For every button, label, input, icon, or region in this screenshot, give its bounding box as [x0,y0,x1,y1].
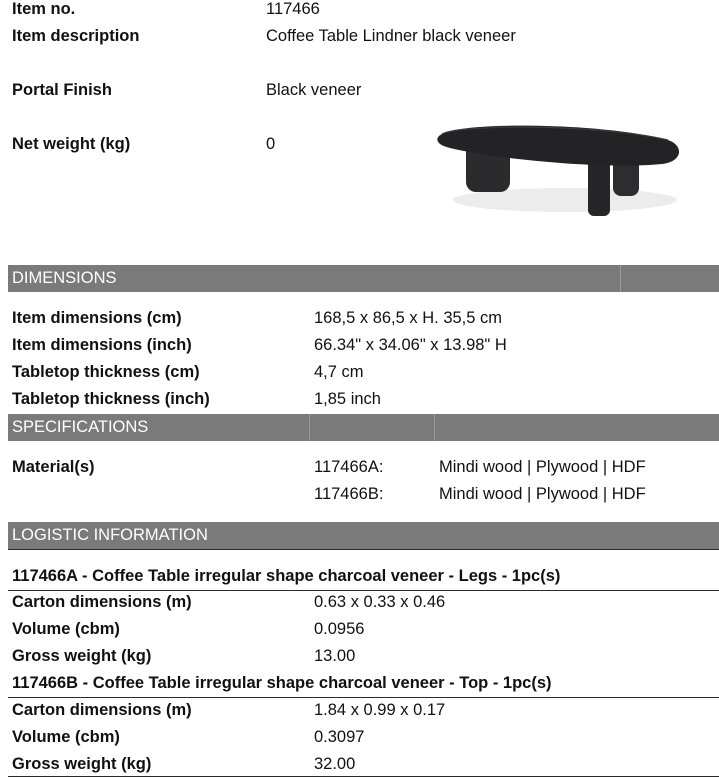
logistic-part-heading-row [0,563,719,590]
logistic-row [0,724,719,751]
dimension-row [0,386,719,413]
material-code: 117466A: [314,458,384,476]
logistic-label: Volume (cbm) [12,620,120,638]
logistic-value: 0.3097 [314,728,365,746]
logistic-row [0,751,719,778]
product-image [430,118,690,228]
logistic-value: 1.84 x 0.99 x 0.17 [314,701,446,719]
divider [8,776,719,777]
material-code: 117466B: [314,485,384,503]
item-description-row [0,23,719,50]
net-weight-label: Net weight (kg) [12,135,131,153]
dimension-row [0,332,719,359]
logistic-label: Volume (cbm) [12,728,120,746]
material-label: Material(s) [12,458,95,476]
item-no-value: 117466 [266,0,320,18]
logistic-section-header [8,522,719,549]
dimensions-title: DIMENSIONS [12,269,117,287]
dimension-label: Tabletop thickness (cm) [12,363,200,381]
logistic-value: 0.63 x 0.33 x 0.46 [314,593,446,611]
logistic-row [0,697,719,724]
dimension-label: Item dimensions (cm) [12,309,182,327]
portal-finish-value: Black veneer [266,81,362,99]
item-description-value: Coffee Table Lindner black veneer [266,27,516,45]
dimension-value: 66.34" x 34.06" x 13.98" H [314,336,507,354]
logistic-label: Gross weight (kg) [12,647,152,665]
logistic-part-heading: 117466B - Coffee Table irregular shape charcoal veneer - Top - 1pc(s) [12,674,552,692]
logistic-value: 13.00 [314,647,356,665]
header-divider [309,414,310,441]
dimensions-section-header [8,265,719,292]
dimension-row [0,305,719,332]
logistic-row [0,616,719,643]
logistic-part-heading-row [0,670,719,697]
logistic-label: Carton dimensions (m) [12,701,192,719]
item-description-label: Item description [12,27,140,45]
divider [8,549,719,550]
material-value: Mindi wood | Plywood | HDF [439,485,646,503]
specifications-title: SPECIFICATIONS [12,418,149,436]
logistic-value: 0.0956 [314,620,365,638]
item-no-label: Item no. [12,0,76,18]
logistic-row [0,643,719,670]
dimension-value: 1,85 inch [314,390,381,408]
material-value: Mindi wood | Plywood | HDF [439,458,646,476]
item-no-row [0,0,719,23]
material-row [0,481,719,508]
portal-finish-row [0,77,719,104]
dimension-label: Tabletop thickness (inch) [12,390,210,408]
dimension-row [0,359,719,386]
logistic-value: 32.00 [314,755,356,773]
logistic-label: Gross weight (kg) [12,755,152,773]
net-weight-value: 0 [266,135,276,153]
portal-finish-label: Portal Finish [12,81,112,99]
dimension-label: Item dimensions (inch) [12,336,192,354]
header-divider [620,265,621,292]
header-divider [434,414,435,441]
logistic-title: LOGISTIC INFORMATION [12,526,208,544]
logistic-part-heading: 117466A - Coffee Table irregular shape charcoal veneer - Legs - 1pc(s) [12,567,561,585]
logistic-row [0,589,719,616]
dimension-value: 4,7 cm [314,363,364,381]
specifications-section-header [8,414,719,441]
material-row [0,454,719,481]
logistic-label: Carton dimensions (m) [12,593,192,611]
dimension-value: 168,5 x 86,5 x H. 35,5 cm [314,309,503,327]
